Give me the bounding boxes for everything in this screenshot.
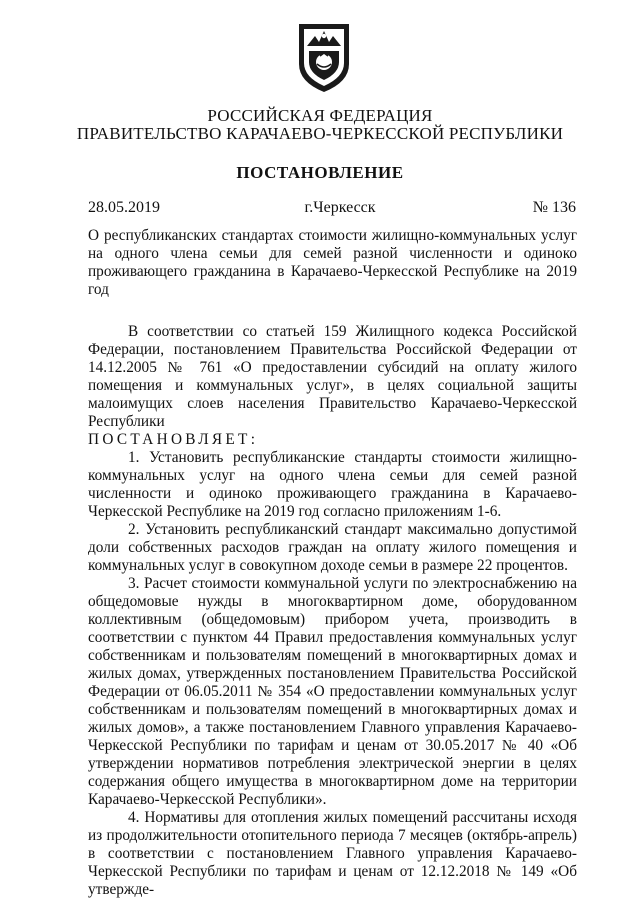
header-country: РОССИЙСКАЯ ФЕДЕРАЦИЯ (207, 106, 433, 125)
preamble-paragraph: В соответствии со статьей 159 Жилищного кодекса Российской Федерации, постановлением Правительства Российской Федерации от 14.12.2005 № 761 «О предоставлении субсидий на оплату жилого помещения и коммунальных услуг», в целях социальной защиты малоимущих слоев населения Правительство Карачаево-Черкесской Республики (88, 323, 577, 430)
document-body (88, 323, 577, 899)
document-city: г.Черкесск (304, 199, 376, 216)
item-paragraph-4: 4. Нормативы для отопления жилых помещений рассчитаны исходя из продолжительности отопительного периода 7 месяцев (октябрь-апрель) в соответствии с постановлением Главного управления Карачаево-Черкесской Республики по тарифам и ценам от 12.12.2018 № 149 «Об утвержде- (88, 809, 577, 898)
header-government: ПРАВИТЕЛЬСТВО КАРАЧАЕВО-ЧЕРКЕССКОЙ РЕСПУБЛИКИ (76, 124, 564, 143)
document-subject: О республиканских стандартах стоимости жилищно-коммунальных услуг на одного члена семьи для семей разной численности и одиноко проживающего гражданина в Карачаево-Черкесской Республике на 2019 год (88, 227, 577, 298)
document-type: ПОСТАНОВЛЕНИЕ (236, 163, 404, 182)
document-date: 28.05.2019 (88, 199, 160, 216)
decree-word: ПОСТАНОВЛЯЕТ: (88, 431, 259, 448)
coat-of-arms-emblem (295, 20, 353, 94)
item-paragraph-1: 1. Установить республиканские стандарты стоимости жилищно-коммунальных услуг на одного члена семьи для семей разной численности и одиноко проживающего гражданина в Карачаево-Черкесской Республике на 2019 год согласно приложениям 1-6. (88, 449, 577, 520)
document-number: № 136 (532, 199, 576, 216)
item-paragraph-3: 3. Расчет стоимости коммунальной услуги по электроснабжению на общедомовые нужды в многоквартирном доме, оборудованном коллективным (общедомовым) прибором учета, производить в соответствии с пунктом 44 Правил предоставления коммунальных услуг собственникам и пользователям помещений в многоквартирных домах и жилых домах, утвержденных постановлением Правительства Российской Федерации от 06.05.2011 № 354 «О предоставлении коммунальных услуг собственникам и пользователям помещений в многоквартирных домах и жилых домов», а также постановлением Главного управления Карачаево-Черкесской Республики по тарифам и ценам от 30.05.2017 № 40 «Об утверждении нормативов потребления электрической энергии в целях содержания общего имущества в многоквартирном доме на территории Карачаево-Черкесской Республики». (88, 575, 577, 808)
item-paragraph-2: 2. Установить республиканский стандарт максимально допустимой доли собственных расходов граждан на оплату жилого помещения и коммунальных услуг в совокупном доходе семьи в размере 22 процентов. (88, 521, 577, 574)
